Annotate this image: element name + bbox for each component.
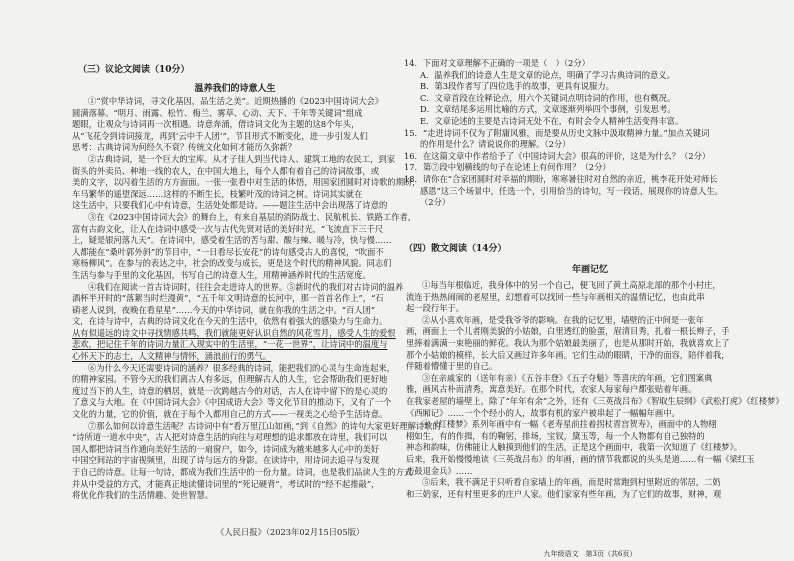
prose-line: 在我家老屋的墙壁上，除了“年年有余”之外，还有《三英战吕布》《智取生辰纲》《武松打虎》《红楼梦》 bbox=[406, 395, 784, 406]
essay-line: 硝老人说到，夜晚在看星星”……今天的中华诗词，就在你我的生活之中。“百人团” bbox=[72, 304, 376, 315]
page-footer: 九年级语文 第3页（共6页） bbox=[543, 550, 637, 558]
question-line: 的作用是什么？请说说你的理解。（2分） bbox=[420, 139, 571, 150]
prose-line: 和三奶家，还有村里更多的庄户人家。他们家家有些年画，为了它们的故事，财神，观 bbox=[406, 488, 722, 499]
essay-line: 生活与参与手里的文化基因，书写自己的诗意人生，用精神涵养时代的生活宽度。 bbox=[72, 269, 371, 280]
essay-line: 酒杯半开时的“落絮当时烂漫黄”，“五千年文明诗意的长河中，那一首首名作上”，“石 bbox=[72, 293, 384, 304]
essay-line: 文化的力量，它的价值，就在于每个人都用自己的方式——一视美之心给予生活诗意。 bbox=[72, 409, 388, 420]
question-line: 16．在这篇文章中作者给予了《中国诗词大会》很高的评价，这是为什么？（2分） bbox=[404, 150, 711, 161]
essay-line: 人都能在“桑叶郭外斜”的节目中，“一日看尽长安花”的诗句感受古人的喜悦，“吹面不 bbox=[72, 246, 384, 257]
prose-line: ④《红楼梦》系列年画中有一幅《老寿星前拄着拐杖晋宫贺寿》，画面中的人物栩 bbox=[422, 419, 717, 430]
prose-line: 雅，画风古朴而清秀，寓意美好。在那个时代，农家人每家每户都张贴着年画。 bbox=[406, 384, 697, 395]
question-line: （2分） bbox=[420, 197, 451, 208]
prose-line: 神态和韵味，仿佛能让人触摸到他们的生活，正是这个画面中，我第一次知道了《红楼梦》。 bbox=[406, 442, 743, 453]
essay-line: 美的文字，以闪着生活的方方面面。一张一张看中对生活的体悟，用国家团圆时对诗歌的期盼， bbox=[72, 177, 421, 188]
essay-line: 圆满落幕。“明月、雨露、松竹、梅兰、雾草、心动、天下、千年等关键词”组成 bbox=[72, 107, 363, 118]
section-heading-prose: （四）散文阅读（14分） bbox=[404, 244, 507, 254]
prose-body bbox=[406, 280, 784, 500]
prose-line: ⑤后来，我不满足于只听看自家墙上的年画，而是时常跑到村里附近的邻居，二奶 bbox=[422, 477, 721, 488]
essay-line: 题眼，让观众与诗词再一次相遇。诗意奔涌，借诗词文化为主题的这8个年头， bbox=[72, 119, 360, 130]
essay-line: 悲欢，把记住千年的诗词力量汇入现实中的生活里，“一花一世界”，让诗词中的温度与 bbox=[72, 339, 388, 350]
prose-line: 里捧着满满一束艳丽的鲜花。我认为那个姑娘最美丽了，也是从那时开始，我就喜欢上了 bbox=[406, 337, 730, 348]
prose-line: 伴随着懵懂于里的自己。 bbox=[406, 361, 498, 372]
question-list bbox=[404, 58, 776, 209]
prose-line: 画，画面上一个儿者刚美貌的小姑娘，白里透红的脸蛋，眉清目秀，扎着一根长辫子，手 bbox=[406, 326, 730, 337]
essay-line: 了意义与大地。在《中国诗词大会》《中国成语大会》等文化节目的推动下，又有了一个 bbox=[72, 397, 392, 408]
prose-line: 流连于热热闹闹的老屋里，幻想着可以找回一些与年画相关的温情记忆，也由此串 bbox=[406, 291, 705, 302]
essay-line: 文，在诗与诗中，古典的诗词文化在今天的生活中，依然有着强大的感染力与生命力。 bbox=[72, 316, 388, 327]
section-heading-argumentative: （三）议论文阅读（10分） bbox=[78, 65, 190, 75]
essay-line: 从“飞花令到诗词接龙，再到‘云中千人团’”，节目形式不断变化，进一步引发人们 bbox=[72, 130, 368, 141]
question-line: E．文章论述的主要是古诗词无处不在，有时会令人精神生活变得丰富。 bbox=[420, 115, 684, 126]
question-line: 感恩”这三个场景中，任选一个，引用恰当的诗句，写一段话，展现你的诗意人生。 bbox=[420, 185, 723, 196]
prose-line: 起一段行年于。 bbox=[406, 303, 465, 314]
question-line: 15．“走进诗词不仅为了附庸风雅，而是要从历史文脉中汲取精神力量。”加点关键词 bbox=[404, 127, 710, 138]
essay-line: 寒杨柳风”。在参与的表达之中，社会的改变与成长，更是这个时代的精神风貌。同志们 bbox=[72, 258, 392, 269]
essay-line: 将优化作我们的生活情趣、处世智慧。 bbox=[72, 490, 214, 501]
essay-line: 心怀天下的志士，人文精神与情怀，涌浪前行的勇气。 bbox=[72, 351, 272, 362]
essay-line: 的精神家园。不管今天的我们离古人有多远，但理解古人的人生，它会帮助我们更好地 bbox=[72, 374, 388, 385]
essay-line: “诗所道一道水中央”，古人把对诗意生活的向往与对理想的追求都放在诗里，我们可以 bbox=[72, 432, 388, 443]
prose-line: ②从小喜欢年画，是受我爷爷的影响。在我的记忆里，墙壁的正中间是一张年 bbox=[422, 314, 705, 325]
prose-title: 年画记忆 bbox=[571, 265, 608, 275]
essay-source: 《人民日报》（2023年02月15日05版） bbox=[216, 527, 365, 537]
question-line: 14．下面对文章理解不正确的一项是（ ）（2分） bbox=[404, 58, 590, 68]
essay-line: 富有古韵文化，让人在诗词中感受一次与古代先贤对话的美好时光，“飞流直下三千尺 bbox=[72, 223, 384, 234]
essay-line: 上，疑是银河落九天”。在诗词中，感受着生活的苦与甜、酸与辣、暖与冷，快与慢…… bbox=[72, 235, 392, 246]
prose-line: 击鼓退金兵》…… bbox=[406, 465, 473, 476]
prose-line: 栩如生，有的作揖，有的鞠躬，排场，宝钗，黛玉等，每一个人物都有自己独特的 bbox=[406, 430, 705, 441]
essay-line: 于自己的诗意。让每一句诗，都成为我们生活中的一份力量。诗词，也是我们品读人生的方式 bbox=[72, 467, 413, 477]
essay-line: ④我们在阅读一首古诗词时，往往会走进诗人的世界。⑤新时代的我们对古诗词的温养 bbox=[88, 281, 404, 292]
prose-line: 那个小姑娘的模样，长大后又画过许多年画。它们生动的眼睛，干净的面容，陪伴着我， bbox=[406, 349, 730, 360]
essay-line: ⑥为什么今天还需要诗词的涵养？很多经典的诗词，能把我们的心灵与生命连起来， bbox=[88, 362, 395, 373]
essay-line: 中国空间站的宇宙视频里，出现了诗与远方的身影。在读诗中，用诗词去追寻与发现 bbox=[72, 455, 379, 466]
prose-line: ③在亲戚家的（送年有亲）《五谷丰登》《五子夺魁》等喜庆的年画，它们图案典 bbox=[422, 372, 713, 383]
prose-line: ①每当年根临近，我身体中的另一个自己，便飞回了黄土高原北部的那个小村庄， bbox=[422, 280, 721, 290]
question-line: D．文章结尾多运用比喻的方式，文章逐渐列举四个事例，引发思考。 bbox=[420, 104, 676, 115]
essay-line: 车马繁华的遥望深远……这样的不断生长，枝繁叶茂的诗词之树。诗词其实就在 bbox=[72, 188, 363, 199]
essay-line: 从有似遥远的诗文中寻找情感共鸣，我们就能更好认识自然的风花雪月，感受人生的爱恨 bbox=[72, 327, 396, 338]
essay-line: ③在《2023中国诗词大会》的舞台上，有来自基层的消防战士、民航机长、铁路工作者， bbox=[88, 211, 417, 222]
question-line: A．温养我们的诗意人生是文章的论点，明确了学习古典诗词的意义。 bbox=[420, 69, 675, 80]
essay-line: 思考：古典诗词为何经久不衰？传统文化如何才能历久弥新？ bbox=[72, 142, 297, 153]
question-line: C．文章首段在诠释论点，用六个关键词点明诗词的作用，也有概况。 bbox=[420, 92, 676, 103]
question-line: 17．第⑦段中划横线的句子在论述上有何作用？（2分） bbox=[404, 162, 611, 173]
question-line: 18．请你在“合家团圆时对幸福的期盼，寒寒暑往时对自然的亲近，桃李花开处对师长 bbox=[404, 173, 718, 184]
essay-title: 温养我们的诗意人生 bbox=[194, 84, 276, 94]
essay-line: 国人都把诗词当作通向美好生活的一扇窗户，如今，诗词成为越来越多人心中的美好 bbox=[72, 443, 379, 454]
prose-line: 后来，我开始慢慢地读《三英战吕布》的年画，画的情节我都说的头头是道……有一幅《梁红玉 bbox=[406, 453, 755, 464]
essay-line: 并从中受益的方式，才能真正地读懂诗词里的“死记硬背”，考试时的“经不起推敲”， bbox=[72, 478, 380, 489]
prose-line: 《西厢记》……一个个经小的人，故事有机的家户被串起了一幅幅年画中。 bbox=[406, 407, 680, 418]
essay-line: 街头的外卖员、种地一线的农人，在中国大地上，每个人都有着自己的诗词故事，或 bbox=[72, 165, 379, 176]
question-line: B．第3段作者写了四位选手的故事，更具有说服力。 bbox=[420, 81, 614, 92]
essay-line: 这生活中，只要我们心中有诗意，生活处处都是诗。——题注生活中会出现落了诗意的 bbox=[72, 200, 388, 211]
essay-line: ⑦那么如何以诗意生活呢？古诗词中有“看万里江山如画，”到《自然》的诗句大家更好理解诗歌的 bbox=[88, 420, 441, 431]
essay-line: ②古典诗词，是一个巨大的宝库。从才子佳人到当代诗人、建筑工地的农民工，到家 bbox=[88, 153, 395, 164]
essay-line: ①“赏中华诗词，寻文化基因，品生活之美”。近期热播的《2023中国诗词大会》 bbox=[88, 96, 384, 106]
essay-line: 度过当下的人生，诗意的栖居，就是一次跨越古今的对话，古人在诗中留下的是心灵的 bbox=[72, 385, 388, 396]
